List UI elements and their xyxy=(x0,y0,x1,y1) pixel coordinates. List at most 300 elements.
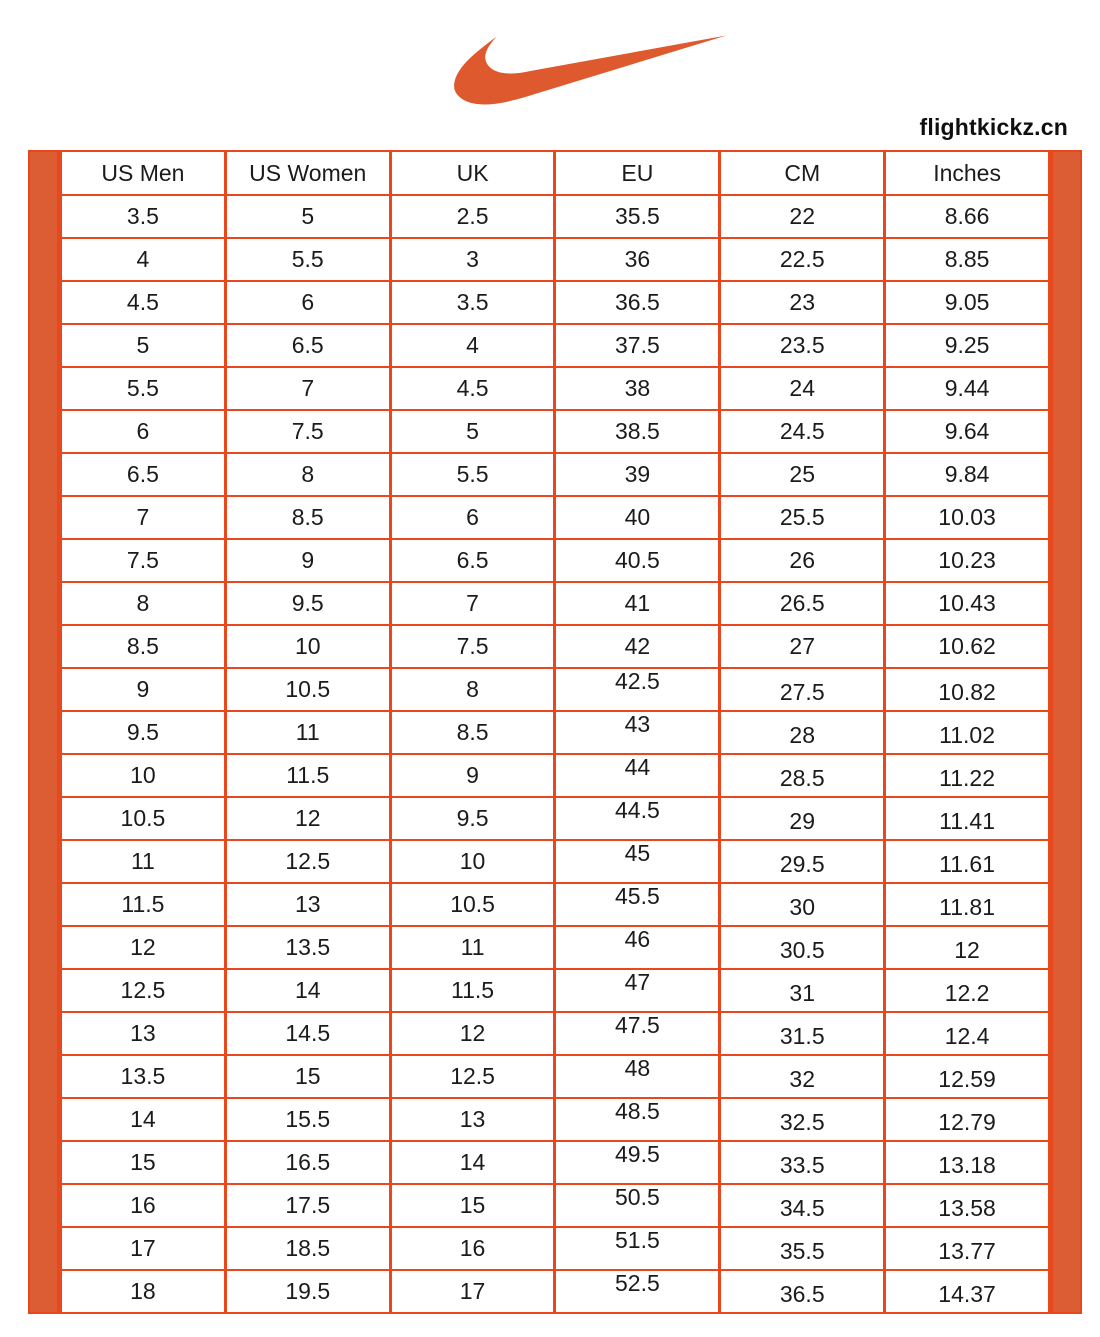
table-cell xyxy=(390,840,555,883)
cell-value: 6 xyxy=(136,418,150,444)
table-cell xyxy=(390,1141,555,1184)
cell-value: 36.5 xyxy=(779,1281,825,1307)
cell-value: 37.5 xyxy=(615,332,660,358)
table-cell xyxy=(720,195,885,238)
table-cell xyxy=(225,410,390,453)
table-cell xyxy=(61,969,226,1012)
table-cell xyxy=(720,883,885,926)
cell-value: 16 xyxy=(459,1235,486,1261)
cell-value: 40.5 xyxy=(615,547,660,573)
table-cell xyxy=(390,797,555,840)
table-cell xyxy=(720,1141,885,1184)
table-cell xyxy=(555,625,720,668)
table-cell xyxy=(885,883,1050,926)
table-row xyxy=(61,1141,1050,1184)
cell-value: 15.5 xyxy=(285,1106,331,1132)
table-row xyxy=(61,969,1050,1012)
table-header-row xyxy=(61,151,1050,195)
cell-value: 14 xyxy=(130,1106,156,1132)
table-cell xyxy=(61,883,226,926)
cell-value: 11 xyxy=(295,719,320,745)
cell-value: 45.5 xyxy=(615,883,660,909)
table-cell xyxy=(225,1227,390,1270)
cell-value: 33.5 xyxy=(779,1152,825,1178)
table-cell xyxy=(720,539,885,582)
table-cell xyxy=(720,926,885,969)
left-accent-bar xyxy=(28,150,59,1314)
table-cell xyxy=(225,840,390,883)
table-cell xyxy=(61,1270,226,1313)
table-cell xyxy=(61,1227,226,1270)
cell-value: 7 xyxy=(301,375,315,401)
table-cell xyxy=(225,1012,390,1055)
table-cell xyxy=(555,1055,720,1098)
table-cell xyxy=(555,238,720,281)
table-row xyxy=(61,926,1050,969)
cell-value: 9.64 xyxy=(944,418,990,444)
cell-value: 11.41 xyxy=(939,808,995,834)
cell-value: 26.5 xyxy=(779,590,825,616)
table-cell xyxy=(720,1270,885,1313)
cell-value: 13.58 xyxy=(938,1195,996,1221)
table-cell xyxy=(555,883,720,926)
table-cell xyxy=(885,840,1050,883)
table-cell xyxy=(720,367,885,410)
cell-value: 10.43 xyxy=(938,590,996,616)
cell-value: 22.5 xyxy=(779,246,825,272)
table-cell xyxy=(225,195,390,238)
table-row xyxy=(61,1012,1050,1055)
cell-value: 16.5 xyxy=(285,1149,331,1175)
table-cell xyxy=(61,1184,226,1227)
cell-value: 10.03 xyxy=(938,504,996,530)
column-header-eu: EU xyxy=(555,151,720,195)
cell-value: 23.5 xyxy=(779,332,825,358)
cell-value: 13.5 xyxy=(120,1063,166,1089)
cell-value: 7 xyxy=(466,590,479,616)
table-cell xyxy=(885,324,1050,367)
table-cell xyxy=(720,1184,885,1227)
table-cell xyxy=(225,1270,390,1313)
cell-value: 12.5 xyxy=(450,1063,495,1089)
table-cell xyxy=(225,324,390,367)
cell-value: 36 xyxy=(624,246,651,272)
cell-value: 19.5 xyxy=(285,1278,331,1304)
table-cell xyxy=(555,840,720,883)
table-cell xyxy=(390,1012,555,1055)
table-row xyxy=(61,496,1050,539)
cell-value: 17 xyxy=(459,1278,486,1304)
table-row xyxy=(61,1227,1050,1270)
table-cell xyxy=(225,668,390,711)
table-cell xyxy=(61,668,226,711)
cell-value: 14 xyxy=(459,1149,486,1175)
cell-value: 17 xyxy=(130,1235,156,1261)
table-cell xyxy=(61,195,226,238)
table-cell xyxy=(225,238,390,281)
cell-value: 43 xyxy=(624,711,651,737)
cell-value: 11.02 xyxy=(939,722,995,748)
table-cell xyxy=(390,883,555,926)
cell-value: 29.5 xyxy=(779,851,825,877)
table-cell xyxy=(225,926,390,969)
cell-value: 11 xyxy=(460,934,485,960)
table-cell xyxy=(720,1012,885,1055)
table-cell xyxy=(390,1184,555,1227)
table-row xyxy=(61,797,1050,840)
table-cell xyxy=(885,1227,1050,1270)
cell-value: 12.79 xyxy=(938,1109,996,1135)
table-cell xyxy=(555,324,720,367)
table-cell xyxy=(885,969,1050,1012)
table-cell xyxy=(555,1012,720,1055)
table-cell xyxy=(225,1141,390,1184)
cell-value: 12 xyxy=(954,937,980,963)
table-row xyxy=(61,711,1050,754)
cell-value: 18 xyxy=(130,1278,156,1304)
table-cell xyxy=(720,281,885,324)
cell-value: 22 xyxy=(789,203,816,229)
cell-value: 47.5 xyxy=(615,1012,660,1038)
table-cell xyxy=(885,668,1050,711)
cell-value: 30 xyxy=(789,894,816,920)
cell-value: 16 xyxy=(130,1192,156,1218)
table-cell xyxy=(390,926,555,969)
table-head xyxy=(61,151,1050,195)
table-cell xyxy=(885,625,1050,668)
table-cell xyxy=(885,367,1050,410)
table-cell xyxy=(885,238,1050,281)
cell-value: 49.5 xyxy=(615,1141,660,1167)
table-row xyxy=(61,1270,1050,1313)
table-cell xyxy=(390,711,555,754)
cell-value: 9.44 xyxy=(944,375,990,401)
table-cell xyxy=(885,582,1050,625)
cell-value: 6 xyxy=(301,289,315,315)
table-cell xyxy=(885,797,1050,840)
cell-value: 11.61 xyxy=(939,851,995,877)
table-cell xyxy=(720,797,885,840)
table-cell xyxy=(61,1098,226,1141)
table-cell xyxy=(390,238,555,281)
table-cell xyxy=(555,539,720,582)
table-cell xyxy=(390,324,555,367)
cell-value: 15 xyxy=(459,1192,486,1218)
cell-value: 9 xyxy=(136,676,150,702)
table-cell xyxy=(885,1270,1050,1313)
cell-value: 8 xyxy=(466,676,479,702)
table-cell xyxy=(390,496,555,539)
cell-value: 5.5 xyxy=(126,375,159,401)
table-cell xyxy=(885,711,1050,754)
table-cell xyxy=(720,754,885,797)
column-header-inches: Inches xyxy=(885,151,1050,195)
table-cell xyxy=(555,711,720,754)
cell-value: 7.5 xyxy=(456,633,489,659)
table-cell xyxy=(225,281,390,324)
cell-value: 31.5 xyxy=(779,1023,825,1049)
cell-value: 32.5 xyxy=(779,1109,825,1135)
cell-value: 44.5 xyxy=(615,797,660,823)
table-cell xyxy=(720,324,885,367)
table-cell xyxy=(555,754,720,797)
cell-value: 3.5 xyxy=(456,289,489,315)
cell-value: 17.5 xyxy=(285,1192,331,1218)
table-cell xyxy=(390,582,555,625)
cell-value: 27.5 xyxy=(779,679,825,705)
table-cell xyxy=(390,539,555,582)
table-cell xyxy=(225,453,390,496)
table-cell xyxy=(390,1055,555,1098)
table-row xyxy=(61,238,1050,281)
table-cell xyxy=(555,367,720,410)
table-cell xyxy=(61,367,226,410)
table-row xyxy=(61,324,1050,367)
table-cell xyxy=(720,969,885,1012)
table-cell xyxy=(720,238,885,281)
table-cell xyxy=(720,1098,885,1141)
cell-value: 25 xyxy=(789,461,816,487)
column-header-cm: CM xyxy=(720,151,885,195)
cell-value: 30.5 xyxy=(779,937,825,963)
cell-value: 47 xyxy=(624,969,651,995)
size-chart xyxy=(28,150,1082,1314)
cell-value: 11.5 xyxy=(121,891,165,917)
table-cell xyxy=(885,1141,1050,1184)
table-cell xyxy=(555,1227,720,1270)
cell-value: 23 xyxy=(789,289,816,315)
nike-swoosh-icon xyxy=(452,24,728,116)
cell-value: 6.5 xyxy=(456,547,489,573)
table-cell xyxy=(390,668,555,711)
table-cell xyxy=(61,238,226,281)
cell-value: 28.5 xyxy=(779,765,825,791)
cell-value: 6.5 xyxy=(291,332,324,358)
cell-value: 42.5 xyxy=(615,668,660,694)
table-cell xyxy=(225,1055,390,1098)
table-cell xyxy=(61,1012,226,1055)
table-cell xyxy=(555,797,720,840)
cell-value: 11.5 xyxy=(451,977,495,1003)
table-cell xyxy=(555,582,720,625)
table-cell xyxy=(720,668,885,711)
table-cell xyxy=(225,1184,390,1227)
cell-value: 3 xyxy=(466,246,479,272)
cell-value: 10.82 xyxy=(938,679,996,705)
cell-value: 10.23 xyxy=(938,547,996,573)
table-cell xyxy=(390,281,555,324)
cell-value: 48.5 xyxy=(615,1098,660,1124)
table-cell xyxy=(555,926,720,969)
cell-value: 13 xyxy=(130,1020,156,1046)
table-cell xyxy=(61,754,226,797)
table-cell xyxy=(720,1055,885,1098)
cell-value: 9.5 xyxy=(126,719,159,745)
table-cell xyxy=(555,1184,720,1227)
cell-value: 42 xyxy=(624,633,651,659)
cell-value: 8.85 xyxy=(944,246,990,272)
table-cell xyxy=(61,926,226,969)
cell-value: 4.5 xyxy=(126,289,159,315)
cell-value: 12 xyxy=(130,934,156,960)
cell-value: 7 xyxy=(136,504,150,530)
table-cell xyxy=(720,840,885,883)
table-cell xyxy=(720,625,885,668)
table-cell xyxy=(61,582,226,625)
cell-value: 12.59 xyxy=(938,1066,996,1092)
cell-value: 29 xyxy=(789,808,816,834)
table-cell xyxy=(61,453,226,496)
cell-value: 5.5 xyxy=(291,246,324,272)
right-accent-bar xyxy=(1051,150,1082,1314)
table-body xyxy=(61,195,1050,1313)
table-cell xyxy=(555,195,720,238)
cell-value: 40 xyxy=(624,504,651,530)
table-cell xyxy=(720,1227,885,1270)
cell-value: 8.5 xyxy=(291,504,324,530)
table-cell xyxy=(555,453,720,496)
cell-value: 10.5 xyxy=(120,805,166,831)
table-row xyxy=(61,625,1050,668)
table-cell xyxy=(885,1055,1050,1098)
table-cell xyxy=(390,195,555,238)
table-cell xyxy=(885,281,1050,324)
table-cell xyxy=(61,496,226,539)
cell-value: 10.62 xyxy=(938,633,996,659)
table-row xyxy=(61,195,1050,238)
cell-value: 10 xyxy=(130,762,156,788)
cell-value: 12.4 xyxy=(944,1023,990,1049)
table-cell xyxy=(390,367,555,410)
table-cell xyxy=(390,1270,555,1313)
column-header-us-men: US Men xyxy=(61,151,226,195)
cell-value: 6.5 xyxy=(126,461,159,487)
table-row xyxy=(61,754,1050,797)
cell-value: 5 xyxy=(301,203,315,229)
cell-value: 7.5 xyxy=(126,547,159,573)
table-row xyxy=(61,883,1050,926)
cell-value: 5 xyxy=(466,418,479,444)
cell-value: 4.5 xyxy=(456,375,489,401)
table-cell xyxy=(390,754,555,797)
brand-website: flightkickz.cn xyxy=(919,114,1068,140)
table-cell xyxy=(555,1141,720,1184)
table-cell xyxy=(885,754,1050,797)
cell-value: 10.5 xyxy=(450,891,495,917)
table-row xyxy=(61,453,1050,496)
column-header-uk: UK xyxy=(390,151,555,195)
cell-value: 12 xyxy=(294,805,321,831)
cell-value: 13.5 xyxy=(285,934,331,960)
cell-value: 12.2 xyxy=(944,980,990,1006)
cell-value: 9.5 xyxy=(291,590,324,616)
cell-value: 12.5 xyxy=(285,848,331,874)
table-row xyxy=(61,367,1050,410)
cell-value: 24 xyxy=(789,375,816,401)
cell-value: 8.5 xyxy=(456,719,489,745)
cell-value: 5 xyxy=(136,332,150,358)
cell-value: 12 xyxy=(459,1020,486,1046)
table-cell xyxy=(225,754,390,797)
cell-value: 2.5 xyxy=(456,203,489,229)
cell-value: 35.5 xyxy=(615,203,660,229)
table-cell xyxy=(720,582,885,625)
cell-value: 36.5 xyxy=(615,289,660,315)
cell-value: 15 xyxy=(130,1149,156,1175)
cell-value: 5.5 xyxy=(456,461,489,487)
table-cell xyxy=(885,453,1050,496)
table-cell xyxy=(720,496,885,539)
cell-value: 35.5 xyxy=(779,1238,825,1264)
cell-value: 32 xyxy=(789,1066,816,1092)
table-cell xyxy=(555,969,720,1012)
cell-value: 24.5 xyxy=(779,418,825,444)
table-cell xyxy=(390,969,555,1012)
cell-value: 9.5 xyxy=(456,805,489,831)
table-cell xyxy=(61,410,226,453)
table-cell xyxy=(555,410,720,453)
cell-value: 11.5 xyxy=(286,762,330,788)
table-cell xyxy=(61,797,226,840)
cell-value: 8.66 xyxy=(944,203,990,229)
cell-value: 8 xyxy=(136,590,150,616)
cell-value: 9.84 xyxy=(944,461,990,487)
cell-value: 44 xyxy=(624,754,651,780)
cell-value: 11.22 xyxy=(939,765,995,791)
table-cell xyxy=(225,539,390,582)
table-cell xyxy=(61,324,226,367)
column-header-us-women: US Women xyxy=(225,151,390,195)
table-cell xyxy=(225,969,390,1012)
table-row xyxy=(61,1184,1050,1227)
table-row xyxy=(61,668,1050,711)
cell-value: 51.5 xyxy=(615,1227,660,1253)
table-cell xyxy=(885,1184,1050,1227)
cell-value: 9 xyxy=(301,547,315,573)
table-cell xyxy=(555,1098,720,1141)
cell-value: 9.05 xyxy=(944,289,990,315)
table-cell xyxy=(61,539,226,582)
cell-value: 50.5 xyxy=(615,1184,660,1210)
cell-value: 13.18 xyxy=(938,1152,996,1178)
table-cell xyxy=(885,1012,1050,1055)
table-cell xyxy=(885,195,1050,238)
table-cell xyxy=(225,883,390,926)
table-row xyxy=(61,1098,1050,1141)
cell-value: 14.5 xyxy=(285,1020,331,1046)
table-cell xyxy=(225,625,390,668)
cell-value: 28 xyxy=(789,722,816,748)
cell-value: 11.81 xyxy=(939,894,995,920)
table-cell xyxy=(885,496,1050,539)
cell-value: 13 xyxy=(459,1106,486,1132)
table-cell xyxy=(61,1055,226,1098)
cell-value: 13.77 xyxy=(938,1238,996,1264)
table-row xyxy=(61,410,1050,453)
cell-value: 25.5 xyxy=(779,504,825,530)
cell-value: 34.5 xyxy=(779,1195,825,1221)
table-cell xyxy=(720,410,885,453)
cell-value: 6 xyxy=(466,504,479,530)
cell-value: 41 xyxy=(624,590,651,616)
table-cell xyxy=(390,410,555,453)
cell-value: 48 xyxy=(624,1055,651,1081)
cell-value: 11 xyxy=(130,848,155,874)
table-cell xyxy=(61,281,226,324)
cell-value: 18.5 xyxy=(285,1235,331,1261)
cell-value: 8.5 xyxy=(126,633,159,659)
table-cell xyxy=(61,625,226,668)
